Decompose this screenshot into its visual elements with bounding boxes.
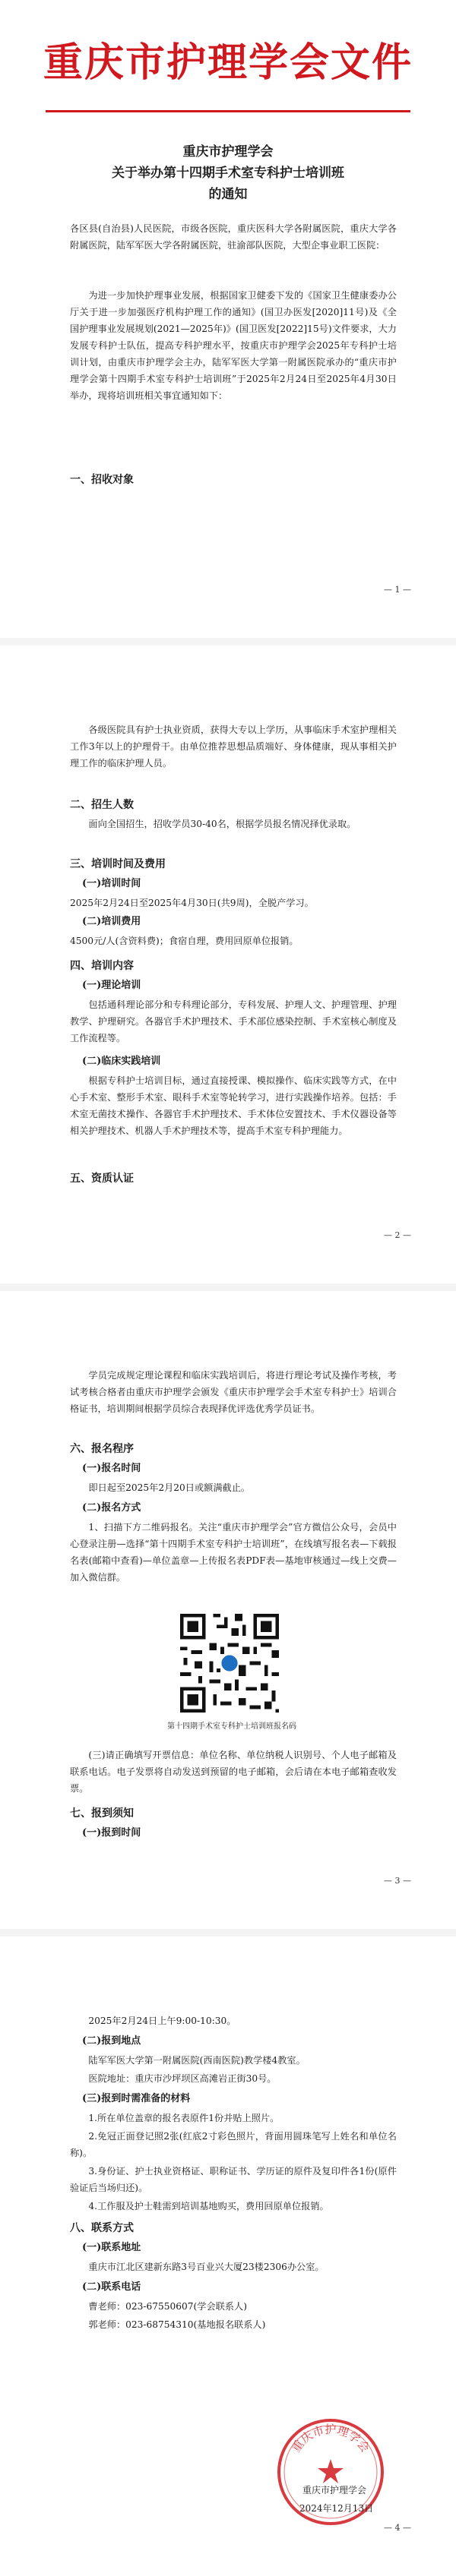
registration-deadline: 即日起至2025年2月20日或额满截止。 <box>88 1482 251 1493</box>
page-number: — 1 — <box>384 585 411 595</box>
contact-1: 曹老师：023-67550607(学会联系人) <box>88 2301 248 2312</box>
red-divider <box>46 110 410 112</box>
title-line-2: 关于举办第十四期手术室专科护士培训班 <box>112 166 344 181</box>
section7-sub3: (三)报到时需准备的材料 <box>82 2093 191 2104</box>
contact-address: 重庆市江北区建新东路3号百业兴大厦23楼2306办公室。 <box>88 2262 325 2272</box>
theory-text: 包括通科理论部分和专科理论部分，专科发展、护理人文、护理管理、护理教学、护理研究。各器官手术护理技术、手术部位感染控制、手术室核心制度及工作流程等。 <box>70 999 397 1043</box>
page-number: — 3 — <box>384 1876 411 1886</box>
hospital-address: 医院地址：重庆市沙坪坝区高滩岩正街30号。 <box>88 2073 277 2084</box>
section3-heading: 三、培训时间及费用 <box>70 858 166 870</box>
section4-sub2: (二)临床实践培训 <box>82 1056 161 1067</box>
checkin-time: 2025年2月24日上午9:00-10:30。 <box>88 2016 236 2026</box>
section3-sub1: (一)培训时间 <box>82 878 141 889</box>
document-banner: 重庆市护理学会文件 <box>43 39 413 86</box>
material-2: 2.免冠正面登记照2张(红底2寸彩色照片，背面用圆珠笔写上姓名和单位名称)。 <box>70 2131 397 2158</box>
page-4 <box>0 1937 456 2576</box>
training-time: 2025年2月24日至2025年4月30日(共9周)，全脱产学习。 <box>70 898 314 908</box>
registration-method: 1、扫描下方二维码报名。关注“重庆市护理学会”官方微信公众号，会员中心登录注册—选择“第十四期手术室专科护士培训班”，在线填写报名表—下载报名表(邮箱中查看)—单位盖章—上传报名表PDF表—基地审核通过—线上交费—加入微信群。 <box>70 1522 397 1583</box>
section1-text: 各级医院具有护士执业资质，获得大专以上学历，从事临床手术室护理相关工作3年以上的护理骨干。由单位推荐思想品质端好、身体健康，现从事相关护理工作的临床护理人员。 <box>70 724 397 769</box>
section7-sub1: (一)报到时间 <box>82 1827 141 1839</box>
section8-sub1: (一)联系地址 <box>82 2242 141 2253</box>
section7-heading: 七、报到须知 <box>70 1807 134 1820</box>
section2-heading: 二、招生人数 <box>70 799 134 811</box>
intro-paragraph: 为进一步加快护理事业发展，根据国家卫健委下发的《国家卫生健康委办公厅关于进一步加强医疗机构护理工作的通知》(国卫办医发[2020]11号)及《全国护理事业发展规划(2021—2025年)》(国卫医发[2022]15号)文件要求，大力发展专科护士队伍，提高专科护理水平，按重庆市护理学会2025年专科护士培训计划，由重庆市护理学会主办，陆军军医大学第一附属医院承办的“重庆市护理学会第十四期手术室专科护士培训班”于2025年2月24日至2025年4月30日举办，现将培训班相关事宜通知如下： <box>70 290 397 401</box>
page-2 <box>0 646 456 1283</box>
section1-heading: 一、招收对象 <box>70 474 134 486</box>
training-fee: 4500元/人(含资料费)；食宿自理，费用回原单位报销。 <box>70 936 299 946</box>
qr-code-icon <box>176 1610 283 1716</box>
page-gap <box>0 1929 456 1937</box>
title-line-1: 重庆市护理学会 <box>182 144 274 159</box>
section5-heading: 五、资质认证 <box>70 1173 134 1185</box>
section3-sub2: (二)培训费用 <box>82 916 141 927</box>
section7-sub2: (二)报到地点 <box>82 2035 141 2047</box>
seal-text: 重庆市护理学会 <box>289 2423 372 2455</box>
registration-qr-code[interactable] <box>176 1610 283 1716</box>
section5-text: 学员完成规定理论课程和临床实践培训后，将进行理论考试及操作考核，考试考核合格者由重庆市护理学会颁发《重庆市护理学会手术室专科护士》培训合格证书，培训期间根据学员综合表现择优评选优秀学员证书。 <box>70 1370 397 1414</box>
material-1: 1.所在单位盖章的报名表原件1份并贴上照片。 <box>88 2113 280 2123</box>
page-1 <box>0 0 456 638</box>
section4-heading: 四、培训内容 <box>70 960 134 972</box>
title-line-3: 的通知 <box>208 187 248 202</box>
section8-sub2: (二)联系电话 <box>82 2281 141 2293</box>
page-number: — 4 — <box>384 2523 411 2533</box>
contact-2: 郭老师：023-68754310(基地报名联系人) <box>88 2319 266 2330</box>
checkin-place: 陆军军医大学第一附属医院(西南医院)教学楼4教室。 <box>88 2055 306 2066</box>
invoice-info: (三)请正确填写开票信息：单位名称、单位纳税人识别号、个人电子邮箱及联系电话。电子发票将自动发送到预留的电子邮箱，会后请在本电子邮箱查收发票。 <box>70 1750 397 1794</box>
page-gap <box>0 638 456 646</box>
section4-sub1: (一)理论培训 <box>82 980 141 991</box>
page-gap <box>0 1283 456 1291</box>
section8-heading: 八、联系方式 <box>70 2222 134 2234</box>
material-4: 4.工作服及护士鞋需到培训基地购买，费用回原单位报销。 <box>88 2201 329 2211</box>
material-3: 3.身份证、护士执业资格证、职称证书、学历证的原件及复印件各1份(原件验证后当场归还)。 <box>70 2166 397 2193</box>
section2-text: 面向全国招生，招收学员30-40名，根据学员报名情况择优录取。 <box>88 819 356 829</box>
recipients: 各区县(自治县)人民医院，市级各医院，重庆医科大学各附属医院，重庆大学各附属医院，陆军军医大学各附属医院，驻渝部队医院，大型企事业职工医院： <box>70 223 397 251</box>
page-3 <box>0 1291 456 1929</box>
section6-heading: 六、报名程序 <box>70 1443 134 1455</box>
signature-org: 重庆市护理学会 <box>302 2485 367 2496</box>
practice-text: 根据专科护士培训目标，通过直接授课、模拟操作、临床实践等方式，在中心手术室、整形手术室、眼科手术室等轮转学习，进行实践操作培养。包括：手术室无菌技术操作、各器官手术护理技术、手术体位安置技术、手术仪器设备等相关护理技术、机器人手术护理技术等，提高手术室专科护理能力。 <box>70 1075 397 1136</box>
section6-sub1: (一)报名时间 <box>82 1463 141 1474</box>
signature-date: 2024年12月13日 <box>299 2503 374 2514</box>
section6-sub2: (二)报名方式 <box>82 1502 141 1514</box>
qr-caption: 第十四期手术室专科护士培训班报名码 <box>167 1722 296 1731</box>
page-number: — 2 — <box>384 1230 411 1240</box>
